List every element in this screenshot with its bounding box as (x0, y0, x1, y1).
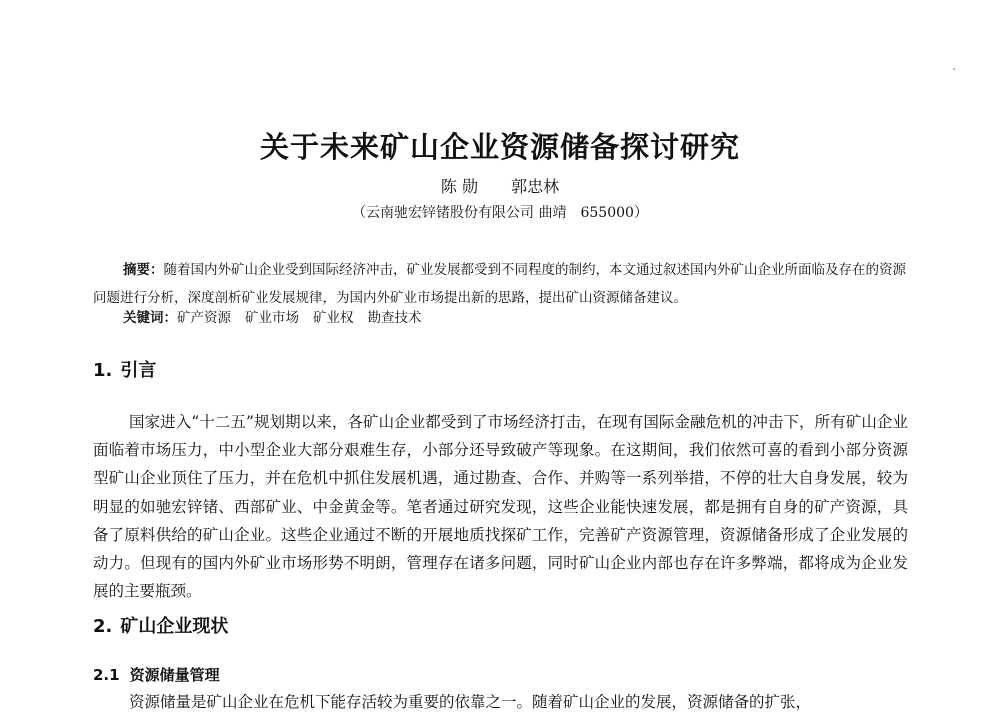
section-number: 2. (93, 616, 113, 637)
keyword: 矿业权 (313, 310, 354, 326)
abstract (93, 256, 913, 312)
section-title: 矿山企业现状 (120, 616, 229, 637)
author-name: 郭忠林 (511, 177, 560, 196)
keyword: 矿产资源 (177, 310, 231, 326)
affiliation: （云南驰宏锌锗股份有限公司 曲靖 655000） (352, 205, 648, 221)
keyword: 勘查技术 (367, 310, 422, 326)
scan-speck (953, 68, 955, 70)
subsection-paragraph: 资源储量是矿山企业在危机下能存活较为重要的依靠之一。随着矿山企业的发展，资源储备的扩张， (129, 693, 812, 711)
subsection-number: 2.1 (93, 666, 120, 684)
keywords-label: 关键词： (123, 310, 177, 326)
section-number: 1. (93, 360, 113, 381)
subsection-heading (93, 664, 220, 685)
author-name: 陈 勋 (440, 177, 478, 196)
keywords (123, 306, 913, 326)
section-title: 引言 (120, 360, 157, 381)
abstract-text: 随着国内外矿山企业受到国际经济冲击，矿业发展都受到不同程度的制约，本文通过叙述国内外矿山企业所面临及存在的资源问题进行分析，深度剖析矿业发展规律，为国内外矿业市场提出新的思路，提出矿山资源储备建议。 (93, 262, 906, 306)
section-heading-introduction (93, 356, 156, 382)
section-heading-status (93, 612, 228, 638)
paper-title: 关于未来矿山企业资源储备探讨研究 (259, 130, 740, 164)
keyword: 矿业市场 (245, 310, 299, 326)
subsection-title: 资源储量管理 (129, 666, 220, 684)
author-list (0, 174, 1000, 197)
introduction-paragraph: 国家进入“十二五”规划期以来，各矿山企业都受到了市场经济打击，在现有国际金融危机的冲击下，所有矿山企业面临着市场压力，中小型企业大部分艰难生存，小部分还导致破产等现象。在这期间，我们依然可喜的看到小部分资源型矿山企业顶住了压力，并在危机中抓住发展机遇，通过勘查、合作、并购等一系列举措，不停的壮大自身发展，较为明显的如驰宏锌锗、西部矿业、中金黄金等。笔者通过研究发现，这些企业能快速发展，都是拥有自身的矿产资源，具备了原料供给的矿山企业。这些企业通过不断的开展地质找探矿工作，完善矿产资源管理，资源储备形成了企业发展的动力。但现有的国内外矿业市场形势不明朗，管理存在诸多问题，同时矿山企业内部也存在许多弊端，都将成为企业发展的主要瓶颈。 (93, 413, 908, 601)
abstract-label: 摘要： (123, 262, 164, 278)
